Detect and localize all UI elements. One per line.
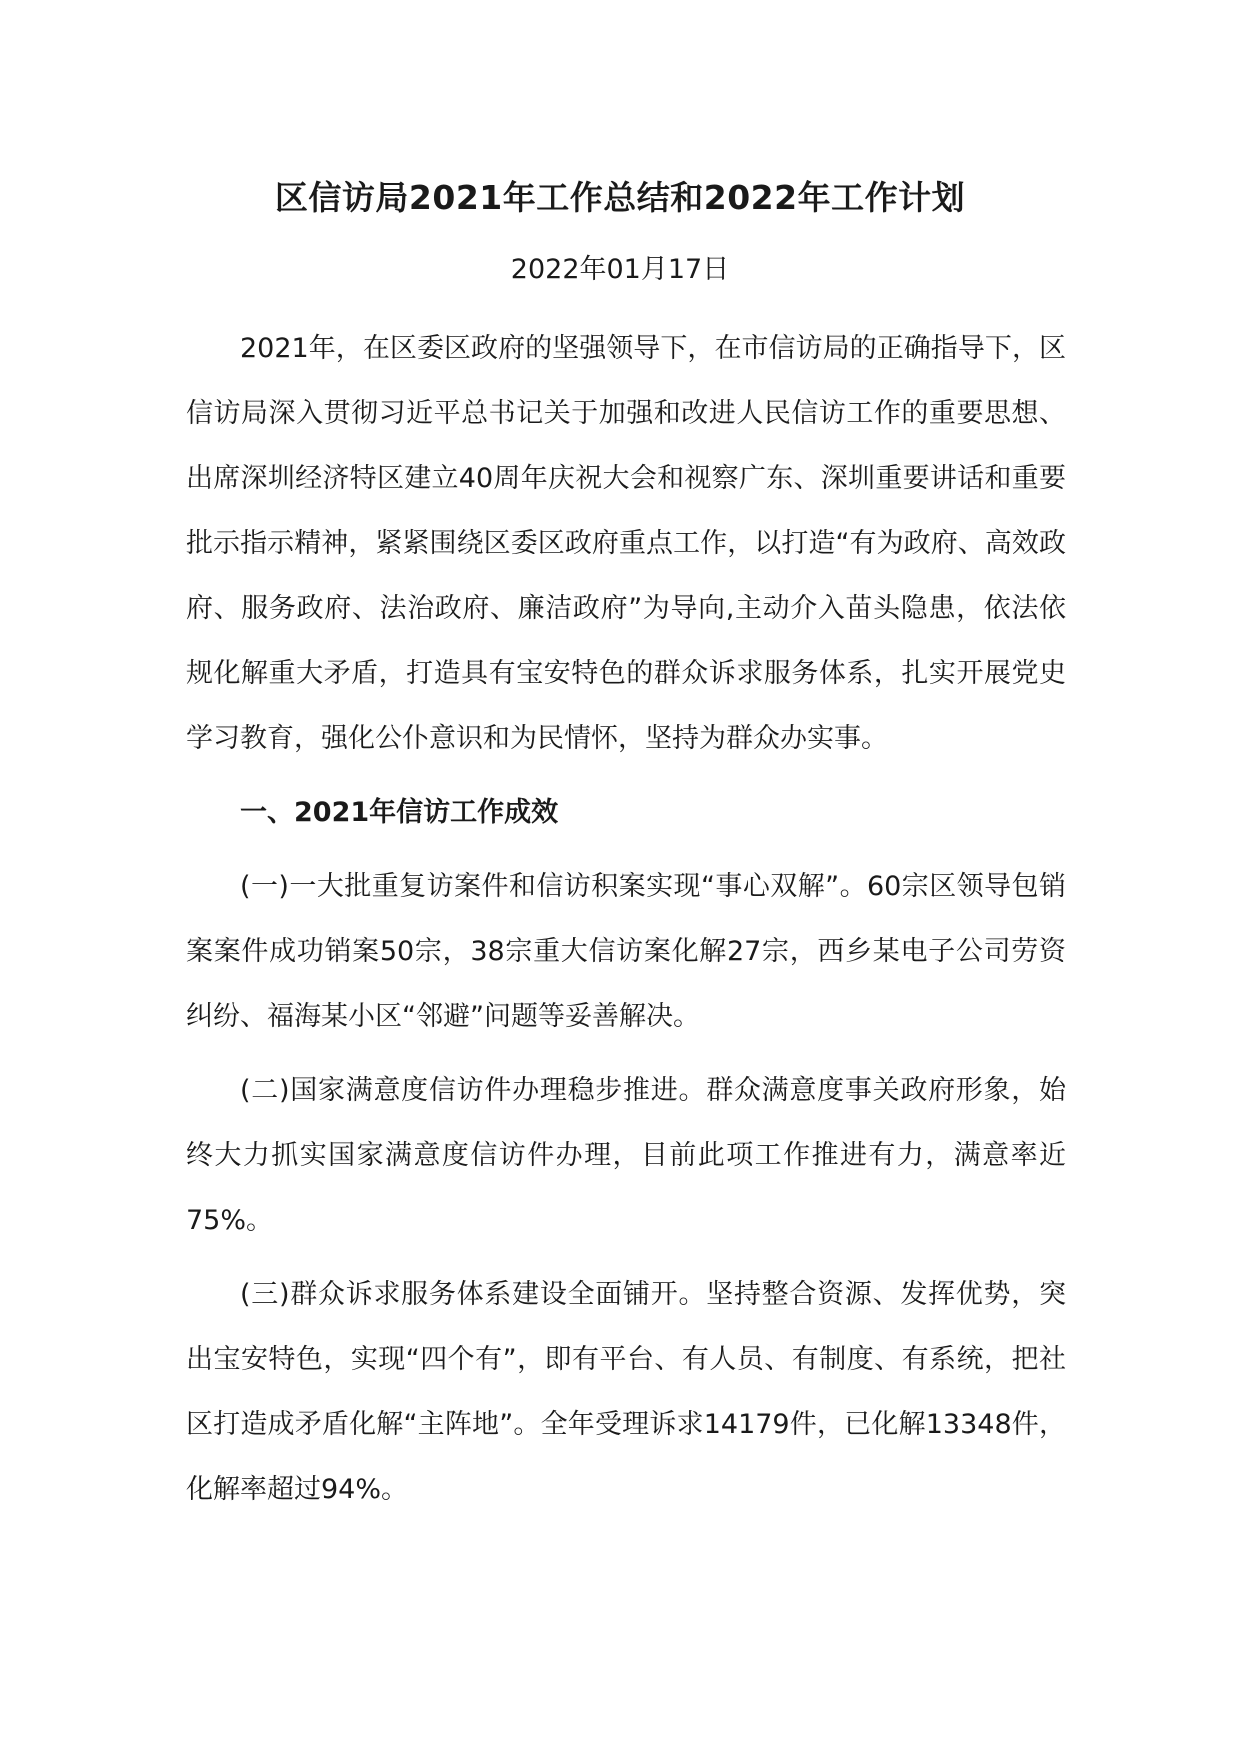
item-paragraph-3: (三)群众诉求服务体系建设全面铺开。坚持整合资源、发挥优势，突出宝安特色，实现“四个有”，即有平台、有人员、有制度、有系统，把社区打造成矛盾化解“主阵地”。全年受理诉求14179件，已化解13348件，化解率超过94%。 [186, 1279, 1066, 1505]
document-body [186, 316, 1066, 1531]
document-title: 区信访局2021年工作总结和2022年工作计划 [274, 178, 966, 217]
item-paragraph-2: (二)国家满意度信访件办理稳步推进。群众满意度事关政府形象，始终大力抓实国家满意度信访件办理，目前此项工作推进有力，满意率近75%。 [186, 1075, 1066, 1236]
intro-paragraph: 2021年，在区委区政府的坚强领导下，在市信访局的正确指导下，区信访局深入贯彻习近平总书记关于加强和改进人民信访工作的重要思想、出席深圳经济特区建立40周年庆祝大会和视察广东、深圳重要讲话和重要批示指示精神，紧紧围绕区委区政府重点工作，以打造“有为政府、高效政府、服务政府、法治政府、廉洁政府”为导向,主动介入苗头隐患，依法依规化解重大矛盾，打造具有宝安特色的群众诉求服务体系，扎实开展党史学习教育，强化公仆意识和为民情怀，坚持为群众办实事。 [186, 333, 1066, 754]
item-paragraph-1: (一)一大批重复访案件和信访积案实现“事心双解”。60宗区领导包销案案件成功销案50宗，38宗重大信访案化解27宗，西乡某电子公司劳资纠纷、福海某小区“邻避”问题等妥善解决。 [186, 871, 1066, 1032]
document-date: 2022年01月17日 [510, 254, 730, 285]
section-heading: 一、2021年信访工作成效 [240, 797, 559, 828]
